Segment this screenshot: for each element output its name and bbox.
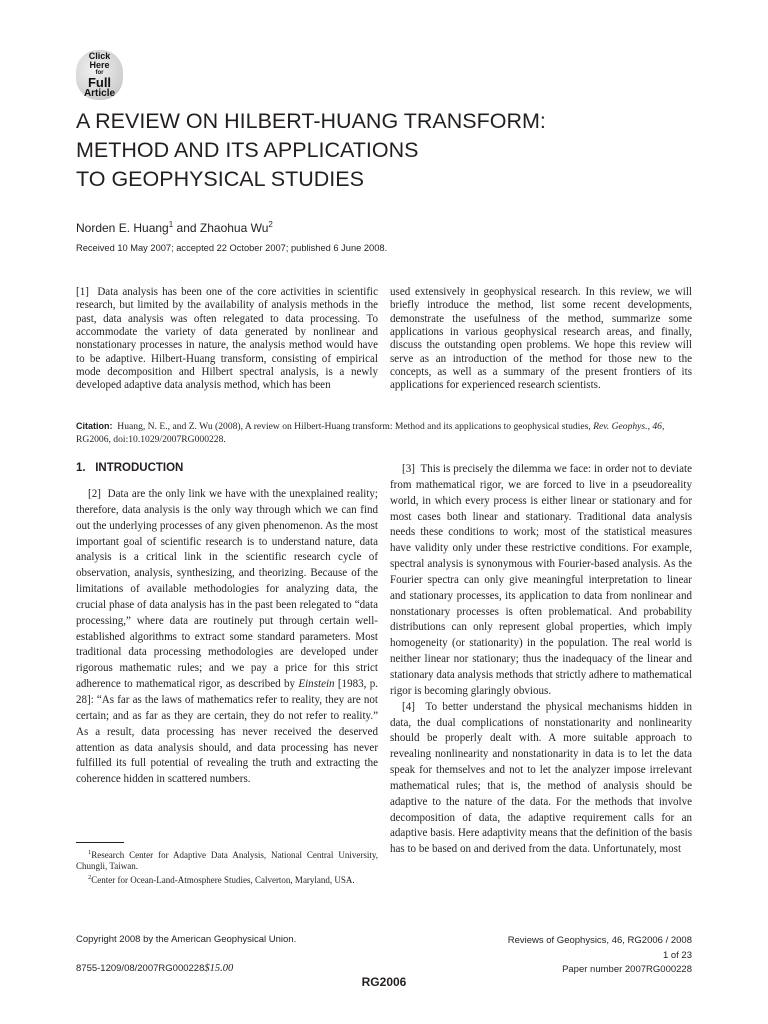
citation-journal: Rev. Geophys. <box>593 421 648 432</box>
badge-line: for <box>95 69 104 76</box>
abstract-text-right: used extensively in geophysical research. In this review, we will briefly introduce the method, list some recent developments, demonstrate the usefulness of the method, summarize some applications in various geophysical research areas, and finally, discuss the outstanding open problems. We hope this review will serve as an introduction of the method for those new to the concepts, as well as a summary of the present frontiers of its applications for experienced research scientists. <box>390 286 692 392</box>
body-right-column <box>390 462 692 858</box>
footnotes <box>76 847 378 886</box>
affiliation-marker: 1 <box>168 220 174 229</box>
citation-volume: 46 <box>652 421 662 432</box>
page-count: 1 of 23 <box>662 949 692 961</box>
citation: Citation: Huang, N. E., and Z. Wu (2008), A review on Hilbert-Huang transform: Method and its applications to geophysical studies, Rev. Geophys., 46, RG2006, doi:10.1029/2007RG000228. <box>76 421 665 445</box>
paragraph-number: [4] <box>402 700 415 713</box>
author-list <box>76 220 273 235</box>
paragraph-4: [4] To better understand the physical mechanisms hidden in data, the dual complications of nonstationarity and nonlinearity should be properly dealt with. A more suitable approach to revealing nonlinearity and nonstationarity in data is to let the data speak for themselves and not to let the analyzer impose irrelevant mathematical rules; that is, the method of analysis should be adaptive to the nature of the data. For the methods that involve decomposition of data, the adaptive requirement calls for an adaptive basis. Here adaptivity means that the definition of the basis has to be based on and derived from the data. Unfortunately, most <box>390 700 693 856</box>
abstract-left-column <box>76 286 378 393</box>
paragraph-3: [3] This is precisely the dilemma we face: in order not to deviate from mathematical rigor, we are forced to live in a pseudoreality world, in which every process is either linear or stationary and for most cases both linear and stationary. Traditional data analysis needs these conditions to work; most of the statistical measures have validity only under these restrictive conditions. For example, spectral analysis is synonymous with Fourier-based analysis. As the Fourier spectra can only give meaningful interpretation to linear and stationary processes, its application to data from nonlinear and nonstationary processes is often problematical. And probability distributions can only represent global properties, which imply homogeneity (or stationarity) in the population. The real world is neither linear nor stationary; thus the inadequacy of the linear and stationary data analysis methods that strictly adhere to mathematical rigor is becoming glaringly obvious. <box>390 463 693 697</box>
title-line: TO GEOPHYSICAL STUDIES <box>76 167 364 191</box>
badge-line: Here <box>89 59 110 70</box>
journal-info <box>508 934 692 978</box>
body-left-column <box>76 487 378 788</box>
paragraph-number: [1] <box>76 286 89 298</box>
title-line: A REVIEW ON HILBERT-HUANG TRANSFORM: <box>76 109 546 133</box>
citation-text: Huang, N. E., and Z. Wu (2008), A review on Hilbert-Huang transform: Method and its applications to geophysical studies, <box>117 421 591 432</box>
section-heading: 1. INTRODUCTION <box>76 462 184 474</box>
footnote: $^2$Center for Ocean-Land-Atmosphere Studies, Calverton, Maryland, USA. <box>88 874 355 885</box>
title-line: METHOD AND ITS APPLICATIONS <box>76 138 419 162</box>
received-dates: Received 10 May 2007; accepted 22 October 2007; published 6 June 2008. <box>76 243 388 253</box>
footnote-divider <box>76 842 124 843</box>
footnote: $^1$Research Center for Adaptive Data Analysis, National Central University, Chungli, Taiwan. <box>76 849 378 871</box>
badge-line: Full <box>87 74 112 90</box>
paragraph-2: [2] Data are the only link we have with the unexplained reality; therefore, data analysis is the only way through which we can find out the underlying processes of any given phenomenon. As the most important goal of scientific research is to understand nature, data analysis is a critical link in the scientific research cycle of observation, analysis, synthesizing, and theorizing. Because of the limitations of available methodologies for analyzing data, the crucial phase of data analysis has in the past been relegated to “data processing,” where data are routinely put through certain well-established algorithms to extract some standard parameters. Most traditional data processing methodologies are developed under rigorous mathematic rules; and we pay a price for this strict adherence to mathematical rigor, as described by Einstein [1983, p. 28]: “As far as the laws of mathematics refer to reality, they are not certain; and as far as they are certain, they do not refer to reality.” As a result, data processing has never received the deserved attention as data analysis should, and data processing has never fulfilled its full potential of revealing the truth and extracting the coherence hidden in scattered numbers. <box>76 488 379 786</box>
article-code: RG2006 <box>361 975 407 989</box>
abstract-right-column <box>390 286 692 393</box>
author-conjunction: and <box>173 221 200 235</box>
price: $15.00 <box>204 963 234 974</box>
affiliation-marker: 2 <box>268 220 273 229</box>
author-name: Zhaohua Wu <box>199 221 269 235</box>
abstract-text-left: Data analysis has been one of the core activities in scientific research, but limited by the availability of analysis methods in the past, data analysis was often relegated to data processing. To accommodate the variety of data generated by nonlinear and nonstationary processes in nature, the analysis method would have to be adaptive. Hilbert-Huang transform, consisting of empirical mode decomposition and Hilbert spectral analysis, is a newly developed adaptive data analysis method, which has been <box>76 286 378 392</box>
full-article-badge[interactable] <box>76 50 123 100</box>
citation-label: Citation: <box>76 421 113 431</box>
copyright: Copyright 2008 by the American Geophysical Union. <box>76 934 297 945</box>
paper-number: Paper number 2007RG000228 <box>562 964 692 975</box>
badge-line: Article <box>83 87 116 99</box>
article-title <box>76 107 696 194</box>
badge-line: Click <box>88 50 111 61</box>
reference-link[interactable]: Einstein <box>298 678 335 691</box>
journal-line: Reviews of Geophysics, 46, RG2006 / 2008 <box>507 935 692 946</box>
issn: 8755-1209/08/2007RG000228$15.00 <box>76 963 234 974</box>
paragraph-number: [2] <box>88 488 101 500</box>
citation-doi: , RG2006, doi:10.1029/2007RG000228. <box>76 421 665 445</box>
author-name: Norden E. Huang <box>76 221 169 235</box>
paragraph-number: [3] <box>402 463 415 475</box>
